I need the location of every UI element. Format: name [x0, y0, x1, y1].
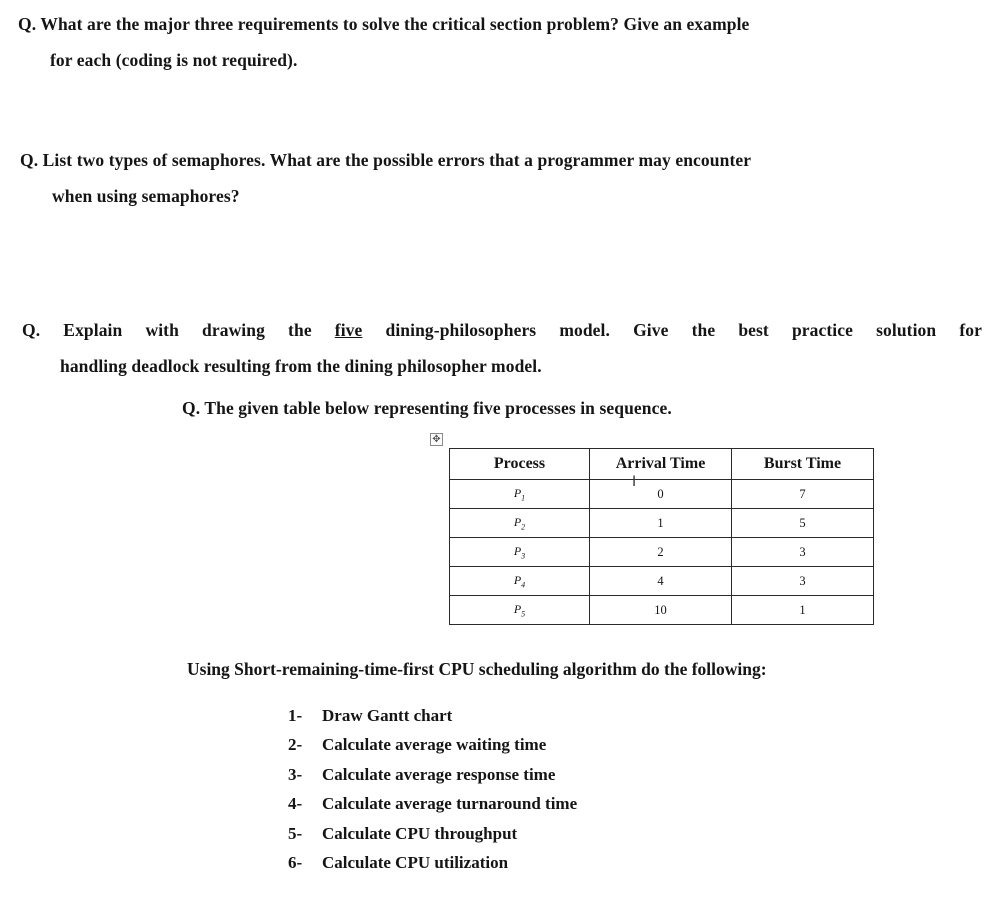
process-subscript: 5 [521, 609, 526, 619]
table-row [450, 480, 874, 509]
table-header-row [450, 449, 874, 480]
arrival-cell: 0 [590, 480, 732, 509]
question-line: when using semaphores? [52, 186, 240, 206]
question-line: Q. What are the major three requirements to solve the critical section problem? Give an example [18, 14, 750, 34]
list-text: Calculate average turnaround time [322, 794, 578, 814]
question-text: Q. Explain with drawing the [22, 320, 335, 340]
process-cell [450, 567, 590, 596]
list-number: 5- [288, 823, 303, 843]
list-number: 2- [288, 735, 303, 755]
move-handle-icon[interactable]: ✥ [430, 433, 443, 446]
question-line: Q. List two types of semaphores. What are the possible errors that a programmer may encounter [20, 150, 752, 170]
process-cell [450, 596, 590, 625]
list-number: 1- [288, 706, 303, 725]
process-subscript: 2 [521, 522, 526, 532]
list-item [288, 730, 577, 759]
header-process: Process [450, 449, 590, 480]
table-row [450, 538, 874, 567]
list-text: Draw Gantt chart [322, 706, 453, 725]
question-line: for each (coding is not required). [50, 50, 298, 70]
process-letter: P [513, 572, 522, 587]
burst-cell: 3 [732, 538, 874, 567]
list-number: 3- [288, 764, 303, 784]
underlined-word: five [334, 320, 363, 340]
process-letter: P [513, 485, 522, 500]
process-letter: P [513, 514, 522, 529]
arrival-cell: 1 [590, 509, 732, 538]
process-cell [450, 509, 590, 538]
table-intro [182, 390, 672, 426]
text-cursor-icon: I [632, 474, 637, 490]
arrival-cell: 4 [590, 567, 732, 596]
header-arrival-time: Arrival Time [590, 449, 732, 480]
process-cell [450, 538, 590, 567]
list-item [288, 760, 577, 789]
list-text: Calculate CPU throughput [322, 823, 518, 843]
list-number: 4- [288, 794, 303, 814]
question-critical-section [18, 6, 749, 78]
process-letter: P [513, 543, 522, 558]
process-table [449, 448, 874, 625]
process-letter: P [513, 601, 522, 616]
question-line: handling deadlock resulting from the dining philosopher model. [60, 356, 542, 376]
question-line [22, 312, 982, 348]
list-item [288, 701, 577, 730]
arrival-cell: 2 [590, 538, 732, 567]
process-subscript: 1 [521, 493, 526, 503]
list-item [288, 789, 577, 818]
table-row [450, 567, 874, 596]
list-item [288, 848, 577, 877]
question-line: Q. The given table below representing five processes in sequence. [182, 398, 672, 418]
table-row [450, 509, 874, 538]
list-number: 6- [288, 853, 303, 873]
header-burst-time: Burst Time [732, 449, 874, 480]
instruction-text: Using Short-remaining-time-first CPU scheduling algorithm do the following: [187, 659, 767, 679]
task-list [288, 701, 577, 877]
table-row [450, 596, 874, 625]
list-item [288, 819, 577, 848]
list-text: Calculate average response time [322, 764, 556, 784]
question-semaphores [20, 142, 751, 214]
burst-cell: 1 [732, 596, 874, 625]
list-text: Calculate average waiting time [322, 735, 547, 755]
arrival-cell: 10 [590, 596, 732, 625]
process-cell [450, 480, 590, 509]
burst-cell: 7 [732, 480, 874, 509]
process-subscript: 4 [521, 580, 526, 590]
question-text: dining-philosophers model. Give the best practice solution for [362, 320, 982, 340]
process-subscript: 3 [521, 551, 526, 561]
list-text: Calculate CPU utilization [322, 853, 509, 873]
question-dining-philosophers [22, 312, 982, 384]
burst-cell: 5 [732, 509, 874, 538]
burst-cell: 3 [732, 567, 874, 596]
